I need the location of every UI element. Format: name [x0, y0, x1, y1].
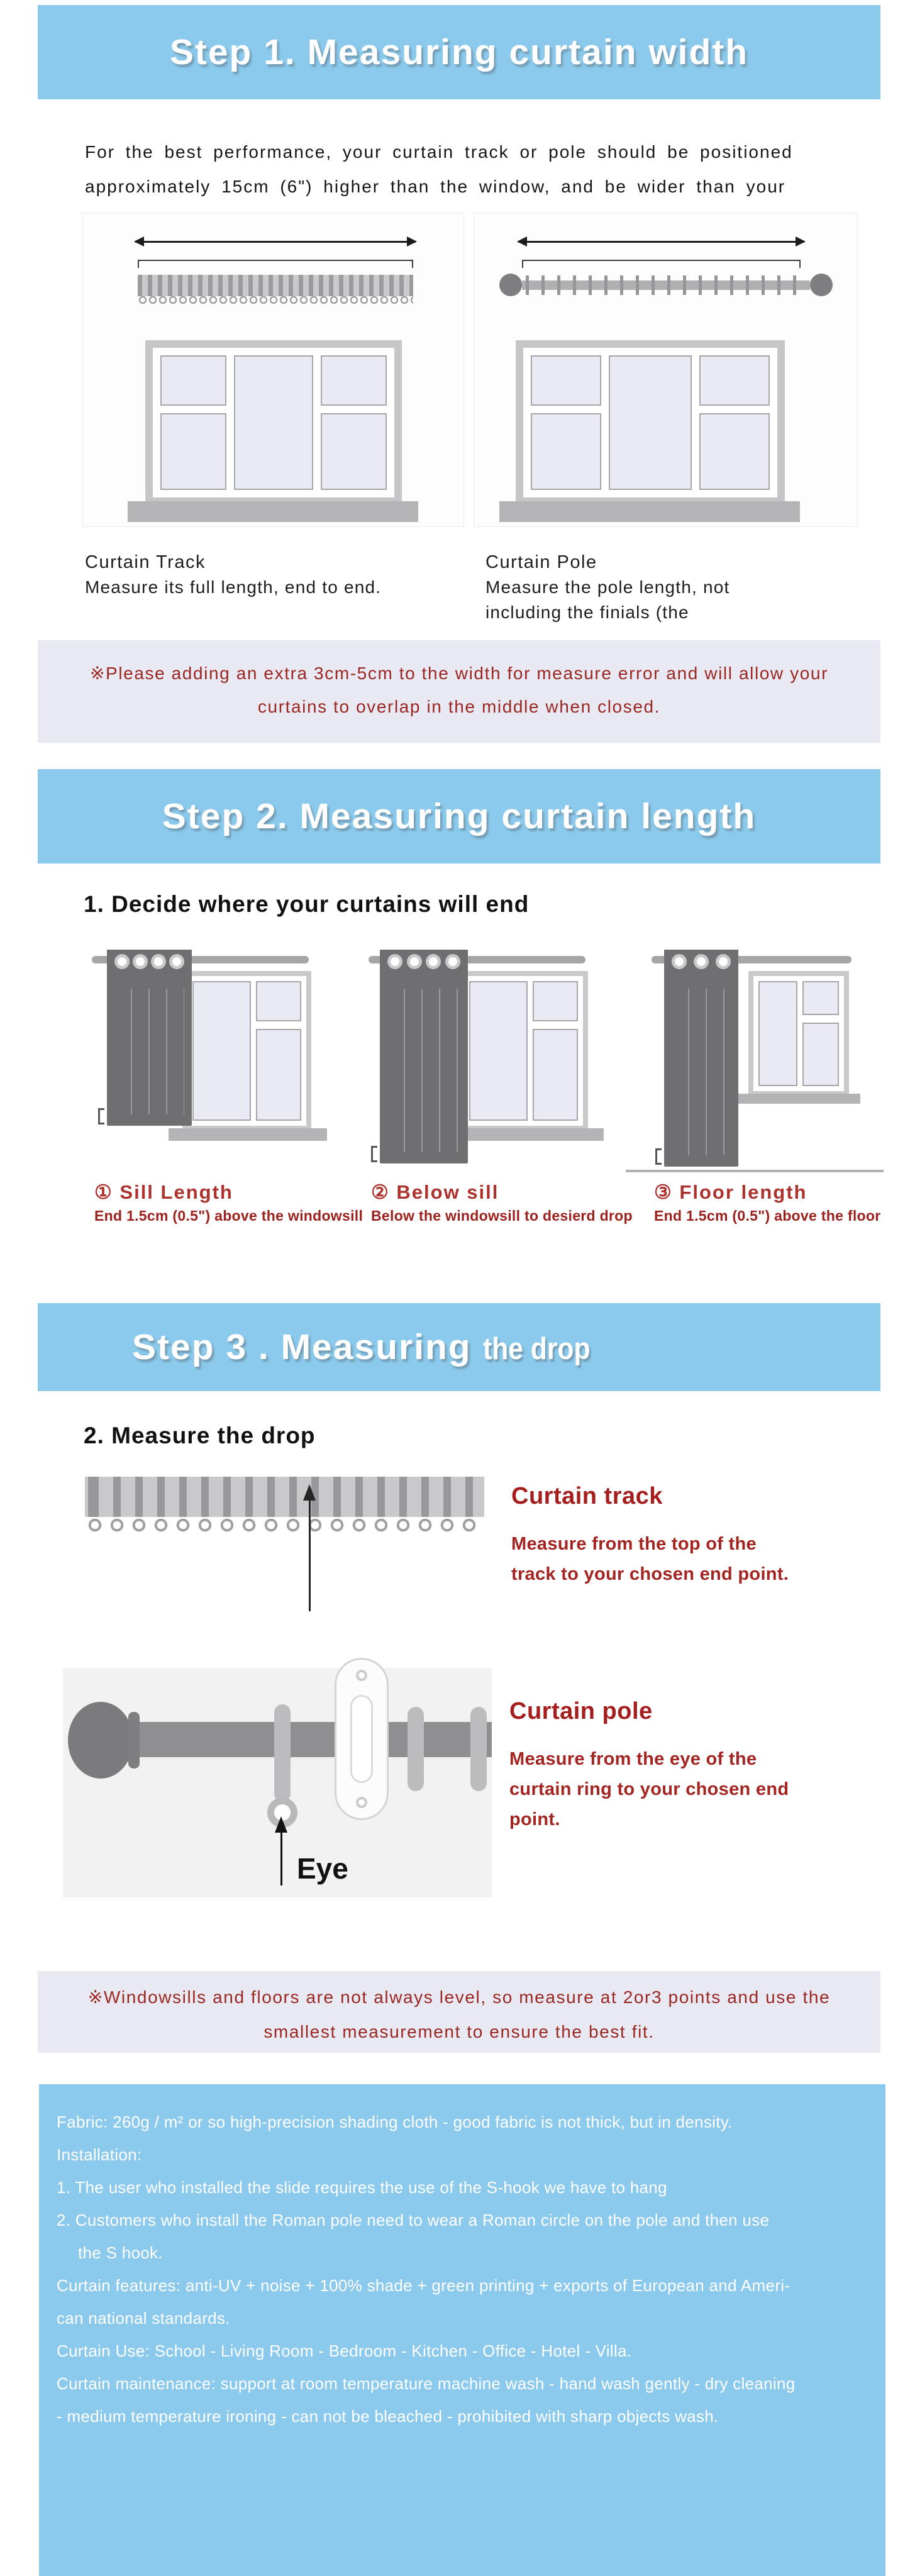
step1-intro-text: For the best performance, your curtain track or pole should be positioned approximately 15cm (6") higher than the window, and be wider than your — [85, 142, 793, 196]
drop-track-desc: Measure from the top of the track to your chosen end point. — [511, 1534, 789, 1584]
measure-bracket-icon — [522, 260, 801, 268]
step3-heading: 2. Measure the drop — [84, 1423, 316, 1448]
window-column — [160, 355, 226, 490]
windowsill-graphic — [499, 501, 800, 522]
window-pane — [699, 413, 770, 490]
track-hooks — [85, 1517, 484, 1535]
grommet-row — [664, 950, 738, 969]
drop-track-figure — [85, 1477, 487, 1628]
track-bar — [138, 275, 413, 296]
step3-banner-title: Step 3 . Measuring — [132, 1327, 472, 1367]
curtain-pole-figure — [474, 213, 858, 527]
windowsill-graphic — [128, 501, 418, 522]
step1-labels — [85, 550, 910, 625]
curtain-pole-desc: Measure the pole length, not including the finials (the — [486, 577, 730, 622]
finial-icon — [810, 274, 833, 296]
info-line: Fabric: 260g / m² or so high-precision shading cloth - good fabric is not thick, but in density. — [57, 2112, 733, 2131]
step3-note: ※Windowsills and floors are not always level, so measure at 2or3 points and use the smallest measurement to ensure the best fit. — [38, 1971, 880, 2053]
grommet-icon — [426, 954, 441, 969]
step1-banner — [38, 5, 880, 99]
window-column — [256, 981, 301, 1121]
sill-length-figure — [88, 948, 314, 1169]
curtain-ring-icon — [470, 1707, 487, 1791]
window-pane — [160, 355, 226, 406]
grommet-row — [107, 950, 192, 969]
screw-hole-icon — [356, 1797, 367, 1808]
window-frame — [523, 348, 777, 497]
window-pane — [160, 413, 226, 490]
grommet-icon — [407, 954, 422, 969]
step2-figures — [38, 948, 910, 1224]
step1-illustrations — [82, 213, 910, 527]
below-sill-option — [365, 948, 633, 1224]
window-pane — [533, 1029, 578, 1121]
window-pane — [234, 355, 313, 490]
grommet-icon — [114, 954, 130, 969]
drop-track-text — [511, 1477, 826, 1628]
track-hooks — [138, 296, 413, 307]
windowsill-graphic — [445, 1128, 604, 1141]
grommet-icon — [169, 954, 184, 969]
step2-heading: 1. Decide where your curtains will end — [84, 891, 530, 917]
drop-track-section — [85, 1477, 910, 1628]
drop-pole-figure — [63, 1668, 492, 1897]
up-arrow-icon — [275, 1816, 287, 1833]
width-arrow-icon — [135, 241, 416, 243]
curtain-pole-graphic — [499, 274, 833, 296]
drop-pole-section — [63, 1668, 910, 1897]
product-info-section — [39, 2084, 885, 2576]
window-frame — [153, 348, 394, 497]
info-line: - medium temperature ironing - can not be bleached - prohibited with sharp objects wash. — [57, 2406, 719, 2426]
sill-length-option — [88, 948, 363, 1224]
window-column — [802, 981, 839, 1086]
end-point-mark-icon — [98, 1108, 104, 1124]
step3-banner-subtitle: the drop — [482, 1332, 591, 1366]
floor-line-icon — [626, 1170, 884, 1172]
pole-rod — [522, 280, 810, 290]
bracket-post — [350, 1695, 373, 1783]
curtain-graphic — [380, 950, 468, 1163]
pole-rod — [130, 1722, 492, 1757]
end-point-mark-icon — [655, 1148, 662, 1165]
track-bar — [85, 1477, 484, 1517]
step1-note: ※Please adding an extra 3cm-5cm to the width for measure error and will allow your curtains to overlap in the middle when closed. — [38, 640, 880, 743]
info-line: 2. Customers who install the Roman pole need to wear a Roman circle on the pole and then use — [57, 2210, 770, 2229]
measure-bracket-icon — [138, 260, 413, 268]
grommet-icon — [672, 954, 687, 969]
window-pane — [192, 981, 251, 1121]
grommet-icon — [387, 954, 402, 969]
window-graphic — [748, 971, 849, 1094]
floor-length-option — [648, 948, 881, 1224]
width-arrow-icon — [518, 241, 804, 243]
curtain-ring-icon — [274, 1704, 291, 1802]
below-sill-label: ② Below sill — [371, 1181, 499, 1203]
finial-collar — [128, 1712, 140, 1768]
grommet-icon — [716, 954, 731, 969]
step1-banner-title: Step 1. Measuring curtain width — [169, 32, 749, 72]
finial-icon — [68, 1702, 133, 1779]
window-pane — [469, 981, 528, 1121]
info-line: can national standards. — [57, 2308, 230, 2328]
window-pane — [531, 355, 601, 406]
up-arrow-line — [280, 1831, 282, 1885]
curtain-ring-icon — [408, 1707, 424, 1791]
grommet-icon — [151, 954, 166, 969]
drop-track-title: Curtain track — [511, 1483, 663, 1509]
eye-label: Eye — [297, 1852, 348, 1885]
window-pane — [758, 981, 797, 1086]
curtain-pole-label — [486, 550, 787, 625]
grommet-icon — [133, 954, 148, 969]
wall-bracket-graphic — [335, 1658, 389, 1820]
below-sill-figure — [365, 948, 591, 1169]
curtain-track-title: Curtain Track — [85, 552, 206, 572]
window-pane — [256, 1029, 301, 1121]
below-sill-desc: Below the windowsill to desierd drop — [371, 1208, 633, 1224]
window-frame — [753, 976, 844, 1091]
curtain-graphic — [107, 950, 192, 1126]
window-pane — [321, 413, 387, 490]
step3-banner — [38, 1303, 880, 1391]
window-column — [531, 355, 601, 490]
up-arrow-icon — [303, 1484, 316, 1501]
info-line: Curtain features: anti-UV + noise + 100% shade + green printing + exports of European and Ameri- — [57, 2275, 791, 2295]
window-pane — [699, 355, 770, 406]
windowsill-graphic — [169, 1128, 327, 1141]
info-line: Installation: — [57, 2145, 142, 2164]
screw-hole-icon — [356, 1670, 367, 1681]
floor-length-figure — [648, 948, 862, 1169]
window-graphic — [459, 971, 588, 1128]
info-line: the S hook. — [78, 2243, 163, 2262]
window-column — [699, 355, 770, 490]
up-arrow-line — [309, 1499, 311, 1611]
curtain-track-desc: Measure its full length, end to end. — [85, 577, 382, 597]
curtain-graphic — [664, 950, 738, 1167]
drop-pole-title: Curtain pole — [509, 1698, 653, 1724]
curtain-pole-title: Curtain Pole — [486, 552, 597, 572]
step2-banner-title: Step 2. Measuring curtain length — [162, 796, 757, 836]
window-pane — [802, 981, 839, 1015]
sill-length-label: ① Sill Length — [94, 1181, 233, 1203]
sill-length-desc: End 1.5cm (0.5") above the windowsill — [94, 1208, 363, 1224]
drop-pole-text — [509, 1668, 824, 1897]
floor-length-desc: End 1.5cm (0.5") above the floor — [654, 1208, 881, 1224]
info-line: 1. The user who installed the slide requires the use of the S-hook we have to hang — [57, 2177, 667, 2197]
window-pane — [802, 1023, 839, 1086]
info-line: Curtain maintenance: support at room temperature machine wash - hand wash gently - dry cleaning — [57, 2373, 796, 2393]
window-pane — [531, 413, 601, 490]
finial-icon — [499, 274, 522, 296]
window-frame — [464, 976, 583, 1126]
drop-pole-desc: Measure from the eye of the curtain ring to your chosen end point. — [509, 1749, 789, 1829]
window-pane — [321, 355, 387, 406]
curtain-track-label — [85, 550, 486, 625]
windowsill-graphic — [737, 1094, 860, 1104]
floor-length-label: ③ Floor length — [654, 1181, 807, 1203]
info-line: Curtain Use: School - Living Room - Bedroom - Kitchen - Office - Hotel - Villa. — [57, 2341, 632, 2360]
window-graphic — [182, 971, 311, 1128]
window-frame — [187, 976, 306, 1126]
step2-banner — [38, 769, 880, 863]
curtain-track-graphic — [138, 275, 413, 307]
window-graphic — [145, 340, 402, 501]
window-column — [533, 981, 578, 1121]
grommet-row — [380, 950, 468, 969]
grommet-icon — [445, 954, 460, 969]
window-pane — [533, 981, 578, 1021]
grommet-icon — [694, 954, 709, 969]
window-column — [321, 355, 387, 490]
window-pane — [256, 981, 301, 1021]
curtain-track-figure — [82, 213, 464, 527]
window-pane — [609, 355, 692, 490]
window-graphic — [516, 340, 785, 501]
end-point-mark-icon — [371, 1146, 377, 1162]
